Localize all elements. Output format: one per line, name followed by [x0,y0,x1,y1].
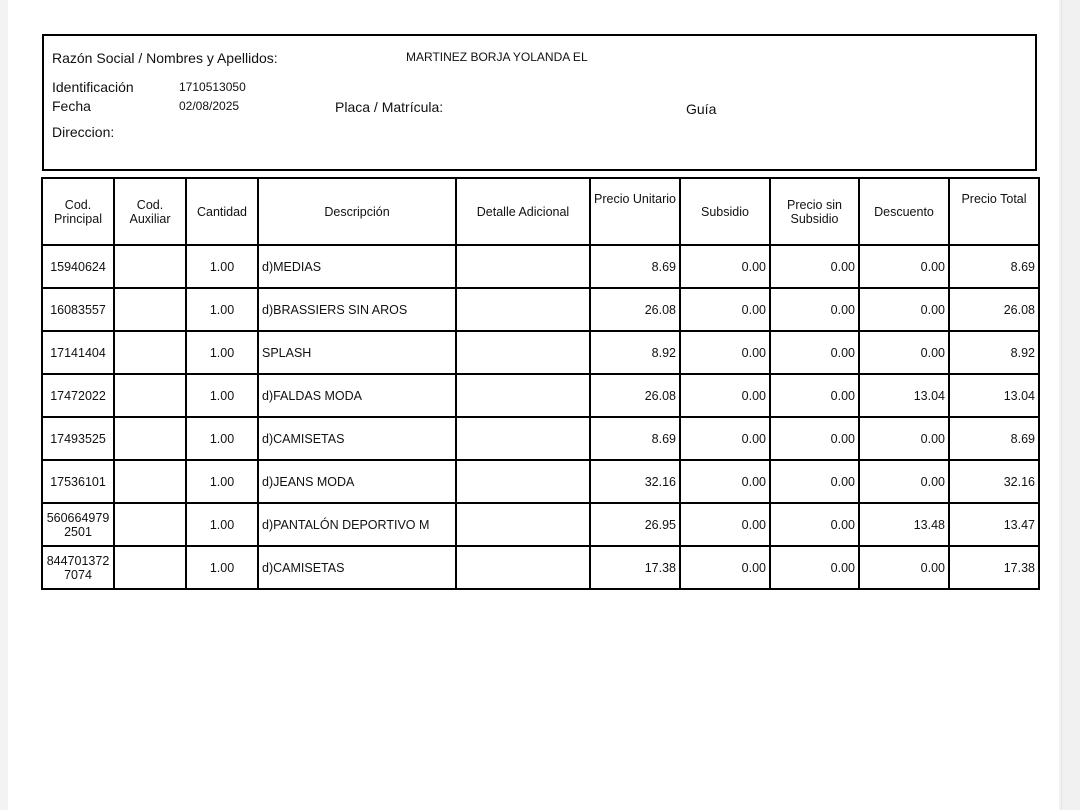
items-table [41,177,1040,590]
cell-cod-principal: 17493525 [42,417,114,460]
cell-cantidad: 1.00 [186,460,258,503]
cell-cod-principal: 15940624 [42,245,114,288]
cell-precio-unitario: 26.95 [590,503,680,546]
scrollbar[interactable] [1061,0,1080,810]
fecha-label: Fecha [52,98,91,114]
cell-cod-principal: 17472022 [42,374,114,417]
cell-cod-auxiliar [114,460,186,503]
placa-label: Placa / Matrícula: [335,99,444,115]
cell-descripcion: SPLASH [258,331,456,374]
cell-precio-total: 17.38 [949,546,1039,589]
cell-cod-auxiliar [114,417,186,460]
col-cantidad: Cantidad [186,178,258,245]
identificacion-label: Identificación [52,79,134,95]
cell-descuento: 0.00 [859,546,949,589]
cell-subsidio: 0.00 [680,546,770,589]
cell-cod-principal: 17536101 [42,460,114,503]
cell-descuento: 13.04 [859,374,949,417]
col-cod-principal: Cod. Principal [42,178,114,245]
cell-precio-unitario: 32.16 [590,460,680,503]
cell-precio-unitario: 26.08 [590,288,680,331]
cell-detalle-adicional [456,546,590,589]
guia-label: Guía [686,101,717,117]
col-descripcion: Descripción [258,178,456,245]
cell-precio-total: 8.92 [949,331,1039,374]
customer-info-box [42,34,1037,171]
col-precio-sin-subsidio: Precio sin Subsidio [770,178,859,245]
cell-subsidio: 0.00 [680,417,770,460]
cell-subsidio: 0.00 [680,503,770,546]
razon-social-label: Razón Social / Nombres y Apellidos: [52,50,278,66]
cell-precio-sin-subsidio: 0.00 [770,288,859,331]
cell-cantidad: 1.00 [186,503,258,546]
table-row [42,331,1039,374]
cell-cod-auxiliar [114,374,186,417]
cell-precio-unitario: 8.69 [590,245,680,288]
cell-detalle-adicional [456,374,590,417]
table-row [42,374,1039,417]
cell-cantidad: 1.00 [186,288,258,331]
cell-subsidio: 0.00 [680,374,770,417]
cell-descripcion: d)CAMISETAS [258,417,456,460]
table-row [42,417,1039,460]
direccion-label: Direccion: [52,124,115,140]
items-body [42,245,1039,589]
cell-descuento: 0.00 [859,331,949,374]
col-subsidio: Subsidio [680,178,770,245]
cell-precio-unitario: 17.38 [590,546,680,589]
cell-cod-auxiliar [114,546,186,589]
cell-cantidad: 1.00 [186,374,258,417]
col-cod-auxiliar: Cod. Auxiliar [114,178,186,245]
cell-descuento: 0.00 [859,460,949,503]
table-row [42,288,1039,331]
cell-subsidio: 0.00 [680,331,770,374]
cell-descuento: 0.00 [859,288,949,331]
cell-cantidad: 1.00 [186,546,258,589]
cell-descripcion: d)BRASSIERS SIN AROS [258,288,456,331]
cell-precio-total: 26.08 [949,288,1039,331]
identificacion-value: 1710513050 [179,80,246,94]
cell-detalle-adicional [456,288,590,331]
cell-precio-unitario: 26.08 [590,374,680,417]
cell-precio-sin-subsidio: 0.00 [770,460,859,503]
cell-precio-sin-subsidio: 0.00 [770,417,859,460]
cell-precio-sin-subsidio: 0.00 [770,331,859,374]
table-row [42,460,1039,503]
cell-descuento: 0.00 [859,245,949,288]
cell-cod-principal: 16083557 [42,288,114,331]
cell-cod-auxiliar [114,288,186,331]
cell-detalle-adicional [456,245,590,288]
cell-subsidio: 0.00 [680,288,770,331]
cell-subsidio: 0.00 [680,460,770,503]
cell-cod-principal: 5606649792501 [42,503,114,546]
cell-cod-principal: 8447013727074 [42,546,114,589]
cell-precio-total: 8.69 [949,417,1039,460]
cell-descripcion: d)FALDAS MODA [258,374,456,417]
cell-descripcion: d)CAMISETAS [258,546,456,589]
cell-detalle-adicional [456,460,590,503]
col-precio-total: Precio Total [949,178,1039,245]
col-descuento: Descuento [859,178,949,245]
cell-cantidad: 1.00 [186,417,258,460]
cell-detalle-adicional [456,503,590,546]
cell-descuento: 0.00 [859,417,949,460]
cell-precio-unitario: 8.69 [590,417,680,460]
cell-precio-total: 8.69 [949,245,1039,288]
cell-precio-total: 32.16 [949,460,1039,503]
col-detalle-adicional: Detalle Adicional [456,178,590,245]
cell-subsidio: 0.00 [680,245,770,288]
cell-precio-sin-subsidio: 0.00 [770,245,859,288]
cell-cod-auxiliar [114,331,186,374]
table-row [42,245,1039,288]
cell-detalle-adicional [456,417,590,460]
cell-detalle-adicional [456,331,590,374]
razon-social-value: MARTINEZ BORJA YOLANDA EL [406,50,588,64]
table-row [42,503,1039,546]
cell-descuento: 13.48 [859,503,949,546]
cell-descripcion: d)JEANS MODA [258,460,456,503]
cell-cod-auxiliar [114,503,186,546]
cell-cod-auxiliar [114,245,186,288]
cell-precio-total: 13.04 [949,374,1039,417]
cell-precio-sin-subsidio: 0.00 [770,546,859,589]
cell-descripcion: d)MEDIAS [258,245,456,288]
cell-cod-principal: 17141404 [42,331,114,374]
cell-precio-sin-subsidio: 0.00 [770,503,859,546]
cell-precio-unitario: 8.92 [590,331,680,374]
table-header-row [42,178,1039,245]
cell-cantidad: 1.00 [186,245,258,288]
cell-descripcion: d)PANTALÓN DEPORTIVO M [258,503,456,546]
col-precio-unitario: Precio Unitario [590,178,680,245]
cell-precio-sin-subsidio: 0.00 [770,374,859,417]
table-row [42,546,1039,589]
document-page [8,0,1059,810]
cell-cantidad: 1.00 [186,331,258,374]
cell-precio-total: 13.47 [949,503,1039,546]
fecha-value: 02/08/2025 [179,99,240,113]
